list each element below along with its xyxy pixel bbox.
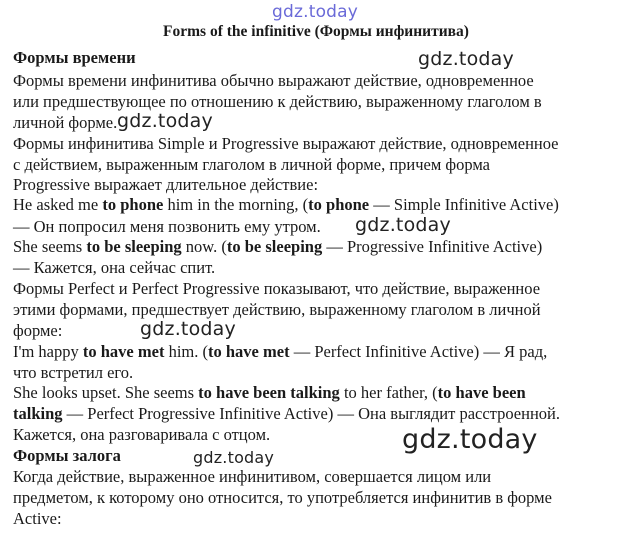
translation-line: что встретил его. <box>13 363 134 382</box>
translation-line: — Он попросил меня позвонить ему утром. <box>13 217 321 236</box>
example-line <box>13 403 560 424</box>
text-line: этими формами, предшествует действию, выраженному глаголом в личной <box>13 300 541 319</box>
text-line: Формы Perfect и Perfect Progressive показывают, что действие, выраженное <box>13 279 541 298</box>
example-line <box>13 341 547 362</box>
example-line <box>13 194 559 215</box>
watermark: gdz.today <box>140 318 236 340</box>
example-infinitive: to phone <box>102 195 164 214</box>
watermark: gdz.today <box>418 48 514 70</box>
text-line: Active: <box>13 509 62 528</box>
text-line: или предшествующее по отношению к действию, выраженному глаголом в <box>13 92 542 111</box>
example-infinitive: to have met <box>82 342 165 361</box>
example-text: — Progressive Infinitive Active) <box>322 237 543 256</box>
text-line: с действием, выраженным глаголом в личной форме, причем форма <box>13 155 491 174</box>
page-title: Forms of the infinitive (Формы инфинитива) <box>163 23 469 40</box>
watermark: gdz.today <box>193 448 275 467</box>
example-infinitive: to have been talking <box>198 383 340 402</box>
example-infinitive: to have met <box>208 342 290 361</box>
section-heading-tense-forms: Формы времени <box>13 48 136 67</box>
translation-line: — Кажется, она сейчас спит. <box>13 258 216 277</box>
watermark-top: gdz.today <box>272 2 359 22</box>
text-line: Progressive выражает длительное действие: <box>13 175 319 194</box>
example-text: — Perfect Progressive Infinitive Active) — Она выглядит расстроенной. <box>62 404 560 423</box>
example-text: to her father, ( <box>339 383 438 402</box>
example-text: I'm happy <box>13 342 83 361</box>
text-line: форме: <box>13 321 63 340</box>
text-line: Когда действие, выраженное инфинитивом, совершается лицом или <box>13 467 492 486</box>
example-line <box>13 236 542 257</box>
example-infinitive: talking <box>13 404 63 423</box>
watermark: gdz.today <box>402 424 538 455</box>
example-infinitive: to be sleeping <box>86 237 182 256</box>
example-text: him in the morning, ( <box>163 195 309 214</box>
example-infinitive: to have been <box>437 383 526 402</box>
section-heading-voice-forms: Формы залога <box>13 446 121 465</box>
text-line: Формы инфинитива Simple и Progressive выражают действие, одновременное <box>13 134 559 153</box>
example-text: — Perfect Infinitive Active) — Я рад, <box>289 342 548 361</box>
watermark: gdz.today <box>355 214 451 236</box>
example-text: now. ( <box>181 237 227 256</box>
example-line <box>13 382 526 403</box>
example-text: — Simple Infinitive Active) <box>369 195 559 214</box>
example-infinitive: to phone <box>308 195 370 214</box>
watermark: gdz.today <box>117 110 213 132</box>
example-text: She looks upset. She seems <box>13 383 199 402</box>
text-line: предметом, к которому оно относится, то употребляется инфинитив в форме <box>13 488 552 507</box>
example-text: She seems <box>13 237 87 256</box>
example-text: He asked me <box>13 195 103 214</box>
translation-line: Кажется, она разговаривала с отцом. <box>13 425 271 444</box>
text-line: личной форме. <box>13 113 118 132</box>
example-infinitive: to be sleeping <box>226 237 323 256</box>
example-text: him. ( <box>164 342 208 361</box>
text-line: Формы времени инфинитива обычно выражают действие, одновременное <box>13 71 534 90</box>
